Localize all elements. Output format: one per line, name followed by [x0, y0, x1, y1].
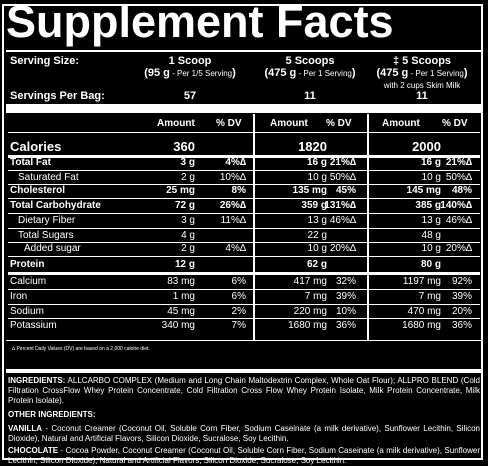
- nutrient-name: Sodium: [10, 306, 44, 317]
- nutrient-amount: 385 g: [415, 200, 441, 211]
- serving-col3-line1: ‡ 5 Scoops: [392, 55, 452, 67]
- serving-col1-line1: 1 Scoop: [168, 55, 212, 67]
- nutrient-name: Total Carbohydrate: [10, 200, 101, 211]
- other-ingredients-label: OTHER INGREDIENTS:: [8, 410, 96, 419]
- nutrient-amount: 16 g: [306, 157, 327, 168]
- serving-col2-line1: 5 Scoops: [285, 55, 335, 67]
- col-header-rule: [8, 132, 480, 133]
- chocolate-paragraph: [8, 446, 480, 466]
- nutrient-name: Potassium: [10, 320, 57, 331]
- nutrient-amount: 2 g: [181, 243, 195, 254]
- serving-col2-weight: (475 g: [264, 67, 297, 79]
- nutrient-amount: 1 mg: [172, 291, 195, 302]
- footnote: ∆ Percent Daily Values (DV) are based on a 2,000 calorie diet.: [12, 346, 150, 352]
- dv-header: % DV: [326, 118, 352, 129]
- serving-col1-per: - Per 1/5 Serving: [169, 69, 233, 78]
- nutrient-amount: 7 mg: [418, 291, 441, 302]
- nutrient-dv: 20%: [451, 306, 472, 317]
- title-rule: [6, 50, 482, 52]
- row-rule: [8, 289, 480, 290]
- footnote-rule: [6, 340, 482, 341]
- nutrient-name: Iron: [10, 291, 28, 302]
- nutrient-dv: 39%: [451, 291, 472, 302]
- servings-col3: 11: [416, 90, 428, 102]
- nutrient-dv: 39%: [335, 291, 356, 302]
- nutrient-dv: 45%: [335, 185, 356, 196]
- nutrient-amount: 83 mg: [167, 276, 195, 287]
- serving-col3-close: ): [463, 67, 468, 79]
- servings-col1: 57: [183, 90, 197, 102]
- nutrient-dv: 50%∆: [329, 172, 356, 183]
- vanilla-paragraph: [8, 424, 480, 444]
- ingredients-text: ALLCARBO COMPLEX (Medium and Long Chain Maltodextrin Complex, Whole Oat Flour); ALLPRO BLEND (Cold Filtration CrossFlow Whey Protein Concentrate, Cold Filtration Cross Flow Whey Protein Isolate, Milk Protein Concentrate, Milk Protein Isolate).: [8, 376, 480, 405]
- nutrient-name: Total Fat: [10, 157, 51, 168]
- nutrient-dv: 6%: [231, 276, 246, 287]
- row-rule: [8, 228, 480, 229]
- nutrient-amount: 4 g: [181, 230, 195, 241]
- nutrient-amount: 3 g: [180, 157, 195, 168]
- chocolate-label: CHOCOLATE: [8, 446, 59, 455]
- nutrient-dv: 32%: [335, 276, 356, 287]
- vanilla-label: VANILLA: [8, 424, 43, 433]
- ingredients-paragraph: [8, 376, 480, 406]
- row-rule: [8, 318, 480, 319]
- serving-column-2: [250, 55, 370, 80]
- vanilla-text: - Coconut Creamer (Coconut Oil, Soluble Corn Fiber, Sodium Caseinate (a milk derivative), Sunflower Lecithin, Silicon Dioxide), Natural and Artificial Flavors, Silicon Dioxide, Sucralose, Soy Lecithin.: [8, 424, 480, 443]
- row-rule: [8, 256, 480, 257]
- dv-header: % DV: [442, 118, 468, 129]
- nutrient-dv: 10%∆: [219, 172, 246, 183]
- nutrient-dv: 48%: [451, 185, 472, 196]
- nutrient-amount: 10 g: [421, 243, 441, 254]
- row-rule: [8, 272, 480, 275]
- nutrient-dv: 7%: [231, 320, 246, 331]
- nutrient-dv: 26%∆: [219, 200, 246, 211]
- nutrient-dv: 4%∆: [225, 157, 246, 168]
- amount-header: Amount: [157, 118, 195, 129]
- nutrient-amount: 2000: [412, 139, 441, 154]
- nutrient-amount: 10 g: [421, 172, 441, 183]
- nutrient-amount: 13 g: [307, 215, 327, 226]
- nutrient-amount: 470 mg: [407, 306, 441, 317]
- nutrient-amount: 7 mg: [304, 291, 327, 302]
- nutrient-dv: 6%: [231, 291, 246, 302]
- serving-col1-weight: (95 g: [144, 67, 170, 79]
- nutrient-amount: 12 g: [174, 259, 195, 270]
- nutrient-name: Dietary Fiber: [18, 215, 76, 226]
- nutrient-amount: 2 g: [181, 172, 195, 183]
- serving-col2-close: ): [351, 67, 356, 79]
- nutrient-name: Protein: [10, 259, 45, 270]
- dv-header: % DV: [216, 118, 242, 129]
- servings-per-bag-label: Servings Per Bag:: [10, 90, 105, 102]
- nutrient-amount: 45 mg: [167, 306, 195, 317]
- nutrient-amount: 1680 mg: [402, 320, 441, 331]
- nutrient-dv: 36%: [451, 320, 472, 331]
- nutrient-amount: 1820: [298, 139, 327, 154]
- nutrient-amount: 417 mg: [293, 276, 327, 287]
- amount-header: Amount: [270, 118, 308, 129]
- serving-col2-per: - Per 1 Serving: [296, 69, 352, 78]
- nutrient-amount: 48 g: [421, 230, 441, 241]
- nutrient-dv: 21%∆: [445, 157, 472, 168]
- nutrient-amount: 62 g: [306, 259, 327, 270]
- row-rule: [8, 213, 480, 214]
- nutrient-name: Saturated Fat: [18, 172, 79, 183]
- nutrient-dv: 10%: [335, 306, 356, 317]
- serving-col3-per: - Per 1 Serving: [408, 69, 464, 78]
- row-rule: [8, 304, 480, 305]
- nutrient-amount: 1680 mg: [288, 320, 327, 331]
- ingredients-label: INGREDIENTS:: [8, 376, 66, 385]
- nutrient-amount: 13 g: [421, 215, 441, 226]
- nutrient-amount: 80 g: [420, 259, 441, 270]
- nutrient-amount: 3 g: [181, 215, 195, 226]
- serving-size-label: Serving Size:: [10, 55, 80, 67]
- nutrient-name: Cholesterol: [10, 185, 66, 196]
- nutrient-dv: 46%∆: [445, 215, 472, 226]
- nutrient-amount: 1197 mg: [402, 276, 441, 287]
- nutrient-dv: 11%∆: [220, 215, 246, 226]
- servings-col2: 11: [304, 90, 316, 102]
- nutrient-dv: 20%∆: [445, 243, 472, 254]
- nutrient-dv: 92%: [451, 276, 472, 287]
- nutrient-amount: 22 g: [307, 230, 327, 241]
- nutrient-amount: 360: [173, 139, 195, 154]
- nutrient-name: Calories: [10, 139, 62, 154]
- nutrient-amount: 220 mg: [293, 306, 327, 317]
- nutrient-dv: 8%: [231, 185, 246, 196]
- nutrient-dv: 50%∆: [445, 172, 472, 183]
- serving-col3-milk: with 2 cups Skim Milk: [383, 81, 461, 90]
- nutrient-dv: 36%: [335, 320, 356, 331]
- panel-title: Supplement Facts: [6, 0, 394, 47]
- thick-rule: [6, 104, 482, 113]
- nutrient-dv: 131%∆: [324, 200, 356, 211]
- nutrient-amount: 340 mg: [161, 320, 195, 331]
- nutrient-amount: 25 mg: [166, 185, 195, 196]
- nutrient-name: Total Sugars: [18, 230, 74, 241]
- nutrient-dv: 140%∆: [440, 200, 472, 211]
- nutrient-amount: 16 g: [420, 157, 441, 168]
- nutrient-amount: 135 mg: [292, 185, 327, 196]
- nutrient-name: Added sugar: [24, 243, 81, 254]
- ingredients-rule: [6, 369, 482, 373]
- serving-col1-close: ): [232, 67, 236, 79]
- nutrient-dv: 46%∆: [329, 215, 356, 226]
- nutrient-dv: 2%: [231, 306, 246, 317]
- nutrient-amount: 10 g: [307, 172, 327, 183]
- serving-column-1: [125, 55, 255, 80]
- nutrient-amount: 359 g: [301, 200, 327, 211]
- chocolate-text: - Cocoa Powder, Coconut Creamer (Coconut Oil, Soluble Corn Fiber, Sodium Caseinate (a milk derivative), Sunflower Lecithin, Silicon Dioxide), Natural and Artificial Flavors, Silicon Dioxide, Sucralose, Soy Lecithin.: [8, 446, 480, 465]
- nutrient-dv: 21%∆: [329, 157, 356, 168]
- row-rule: [8, 198, 480, 199]
- serving-column-3: [362, 55, 482, 92]
- nutrient-name: Calcium: [10, 276, 47, 287]
- nutrient-dv: 20%∆: [329, 243, 356, 254]
- nutrient-amount: 10 g: [307, 243, 327, 254]
- row-rule: [8, 170, 480, 171]
- serving-col3-weight: (475 g: [376, 67, 409, 79]
- nutrient-amount: 72 g: [174, 200, 195, 211]
- nutrient-dv: 4%∆: [225, 243, 246, 254]
- amount-header: Amount: [382, 118, 420, 129]
- nutrient-amount: 145 mg: [406, 185, 441, 196]
- ingredients-block: [8, 376, 480, 466]
